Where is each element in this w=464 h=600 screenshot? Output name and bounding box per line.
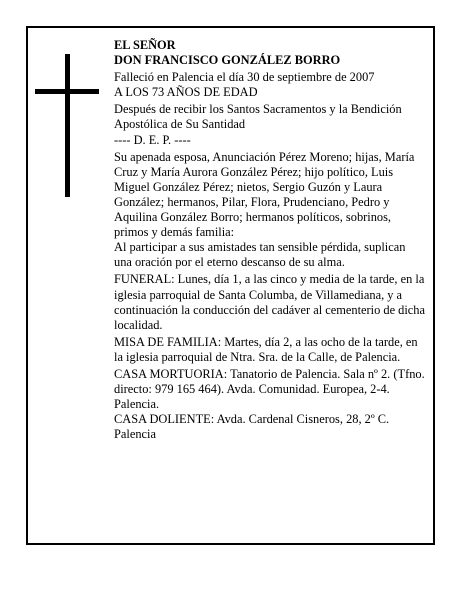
funeral-paragraph: FUNERAL: Lunes, día 1, a las cinco y media de la tarde, en la iglesia parroquial de Santa Columba, de Villamediana, y a continuación la conducción del cadáver al cementerio de dicha localidad. [114, 272, 425, 332]
deceased-name: DON FRANCISCO GONZÁLEZ BORRO [114, 53, 341, 68]
dep-line: ---- D. E. P. ---- [114, 132, 191, 147]
cross-icon-bar [35, 89, 99, 94]
funeral-home-paragraph: CASA MORTUORIA: Tanatorio de Palencia. Sala nº 2. (Tfno. directo: 979 165 464). Avda. Comunidad. Europea, 2-4. Palencia. [114, 366, 425, 412]
family-home-paragraph: CASA DOLIENTE: Avda. Cardenal Cisneros, 28, 2º C. Palencia [114, 412, 390, 442]
mass-paragraph: MISA DE FAMILIA: Martes, día 2, a las ocho de la tarde, en la iglesia parroquial de Ntra. Sra. de la Calle, de Palencia. [114, 334, 418, 364]
request-paragraph: Al participar a sus amistades tan sensible pérdida, suplican una oración por el eterno descanso de su alma. [114, 240, 406, 270]
title-line-1: EL SEÑOR [114, 38, 176, 52]
family-paragraph: Su apenada esposa, Anunciación Pérez Moreno; hijas, María Cruz y María Aurora González Pérez; hijo político, Luis Miguel González Pérez; nietos, Sergio Guzón y Laura González; hermanos, Pilar, Flora, Prudenciano, Pedro y Aquilina González Borro; hermanos políticos, sobrinos, primos y demás familia: [114, 149, 415, 240]
sacraments-line: Después de recibir los Santos Sacramentos y la Bendición Apostólica de Su Santidad [114, 102, 402, 132]
cross-icon [65, 54, 70, 197]
obituary-text [114, 38, 426, 442]
age-line: A LOS 73 AÑOS DE EDAD [114, 85, 258, 100]
death-info: Falleció en Palencia el día 30 de septiembre de 2007 [114, 70, 375, 85]
